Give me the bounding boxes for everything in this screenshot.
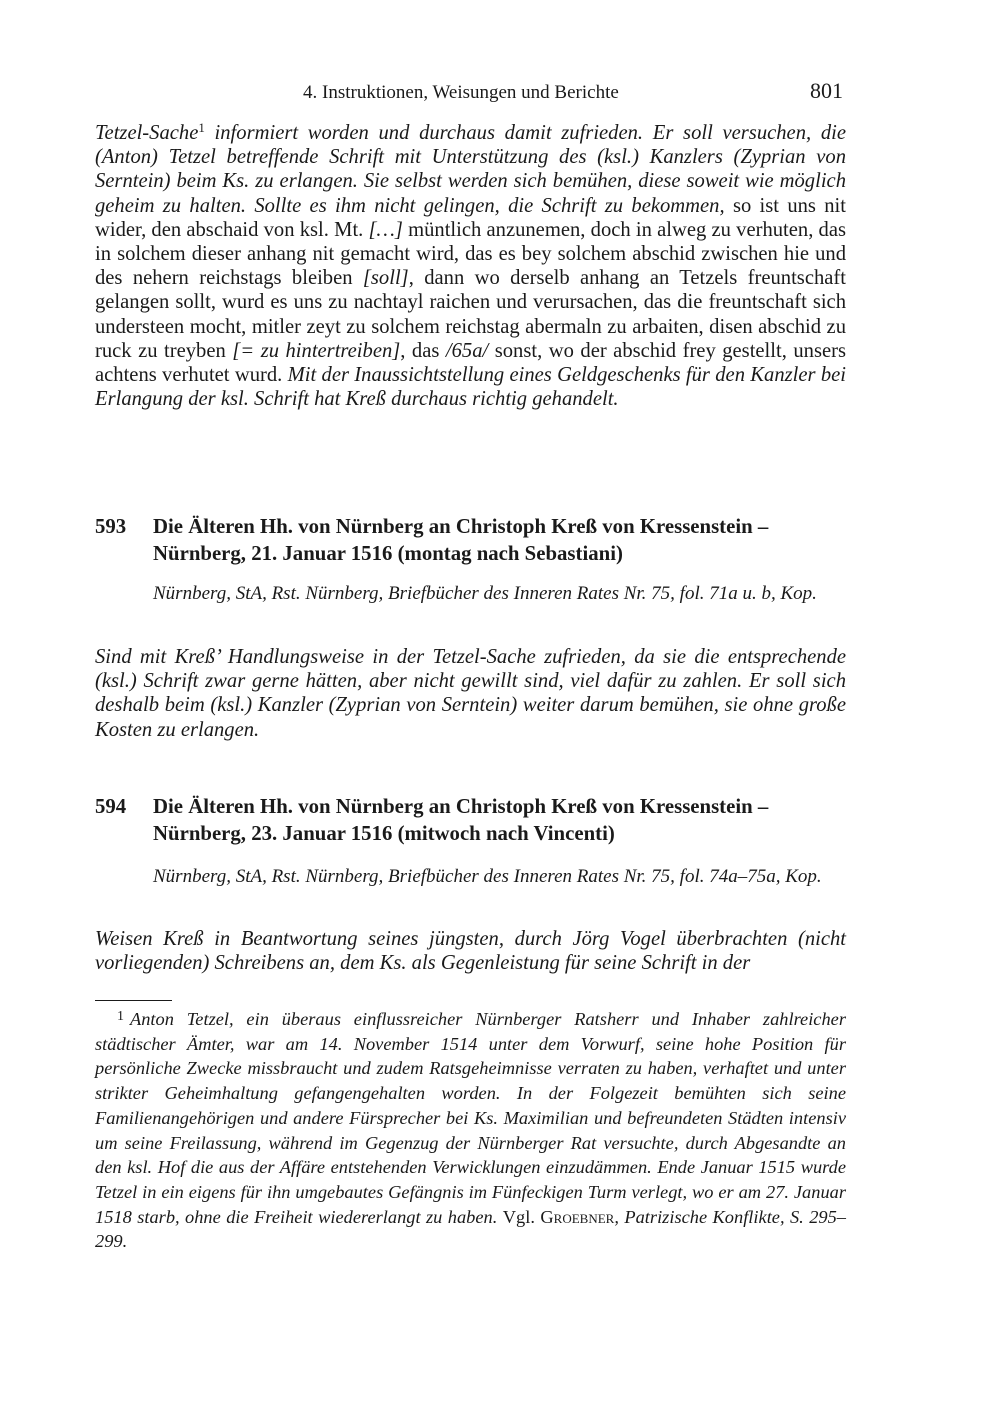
- editorial-gloss: [= zu hintertreiben]: [232, 339, 401, 362]
- footnote-rule: [95, 1000, 172, 1001]
- document-regest: Sind mit Kreß’ Handlungsweise in der Tetzel-Sache zufrieden, da sie die entsprechende (ksl.) Schrift zwar gerne hätten, aber nicht gewillt sind, viel dafür zu zahlen. Er soll sich deshalb beim (ksl.) Kanzler (Zyprian von Serntein) weiter darum bemühen, sie ohne große Kosten zu erlangen.: [95, 646, 846, 741]
- quoted-source-text: , dann wo derselb anhang an Tetzels freuntschaft gelangen sollt, wurd es uns zu nachtayl raichen und verursachen, das die freuntschaft sich understeen mocht, mitler zeyt zu solchem reichstag abermaln zu arbaiten, disen abschid zu ruck zu treyben: [95, 267, 846, 362]
- footnote-vgl: Vgl.: [502, 1206, 535, 1227]
- running-head-title: 4. Instruktionen, Weisungen und Berichte: [303, 82, 619, 103]
- document-regest: Weisen Kreß in Beantwortung seines jüngsten, durch Jörg Vogel überbrachten (nicht vorliegenden) Schreibens an, dem Ks. als Gegenleistung für seine Schrift in der: [95, 928, 846, 975]
- document-source: Nürnberg, StA, Rst. Nürnberg, Briefbücher des Inneren Rates Nr. 75, fol. 71a u. b, Kop.: [153, 583, 817, 604]
- text-segment: Tetzel-Sache: [95, 122, 199, 144]
- text-segment: informiert worden und durchaus damit zufrieden. Er soll versuchen, die (Anton) Tetzel betreffende Schrift mit Unterstützung des (ksl.) Kanzlers (Zyprian von Serntein) beim Ks. zu erlangen. Sie selbst werden sich bemühen, diese soweit wie möglich geheim zu halten. Sollte es ihm nicht gelingen, die Schrift zu bekommen,: [95, 122, 846, 217]
- document-number: 594: [95, 795, 127, 818]
- quoted-source-text: so ist uns nit wider, den abschaid von ksl. Mt.: [95, 194, 846, 241]
- running-head: [95, 80, 846, 106]
- document-source: Nürnberg, StA, Rst. Nürnberg, Briefbücher des Inneren Rates Nr. 75, fol. 74a–75a, Kop.: [153, 866, 822, 887]
- folio-marker: /65a/: [445, 339, 489, 362]
- citation-title: , Patrizische Konflikte, S. 295–299.: [95, 1206, 846, 1252]
- footnote-reference[interactable]: 1: [198, 120, 205, 135]
- editorial-omission: […]: [368, 218, 403, 241]
- quoted-source-text: sonst, wo der abschid frey gestellt, unsers achtens verhutet wurd.: [95, 339, 846, 387]
- document-title: Die Älteren Hh. von Nürnberg an Christoph Kreß von Kressenstein – Nürnberg, 23. Januar 1516 (mitwoch nach Vincenti): [153, 795, 769, 845]
- quoted-source-text: , das: [400, 339, 446, 362]
- editorial-insertion: [soll]: [362, 267, 409, 290]
- text-segment: Mit der Inaussichtstellung eines Geldgeschenks für den Kanzler bei Erlangung der ksl. Schrift hat Kreß durchaus richtig gehandelt.: [95, 364, 846, 411]
- citation-author: Groebner: [540, 1206, 615, 1227]
- document-heading-593: [95, 513, 846, 567]
- continuation-paragraph: [95, 121, 846, 411]
- footnote-mark: 1: [117, 1009, 124, 1024]
- document-heading-594: [95, 793, 846, 847]
- footnote-text: Anton Tetzel, ein überaus einflussreicher Nürnberger Ratsherr und Inhaber zahlreicher städtischer Ämter, war am 14. November 1514 unter dem Vorwurf, seine hohe Position für persönliche Zwecke missbraucht und zudem Ratsgeheimnisse verraten zu haben, verhaftet und unter strikter Geheimhaltung gefangengehalten worden. In der Folgezeit bemühten sich seine Familienangehörigen und andere Fürsprecher bei Ks. Maximilian und befreundeten Städten intensiv um seine Freilassung, während im Gegenzug der Nürnberger Rat versuchte, durch Abgesandte an den ksl. Hof die aus der Affäre entstehenden Verwicklungen einzudämmen. Ende Januar 1515 wurde Tetzel in ein eigens für ihn umgebautes Gefängnis im Fünfeckigen Turm verlegt, wo er am 27. Januar 1518 starb, ohne die Freiheit wiedererlangt zu haben.: [95, 1009, 846, 1227]
- page-number: 801: [810, 78, 843, 103]
- footnote-1: [95, 1007, 846, 1254]
- document-number: 593: [95, 515, 127, 538]
- quoted-source-text: müntlich anzunemen, doch in alweg zu verhuten, das in solchem dieser anhang nit gemacht wird, das es bey solchem abschid zwischen hie und des nehern reichstags bleiben: [95, 218, 847, 290]
- document-title: Die Älteren Hh. von Nürnberg an Christoph Kreß von Kressenstein – Nürnberg, 21. Januar 1516 (montag nach Sebastiani): [153, 515, 769, 565]
